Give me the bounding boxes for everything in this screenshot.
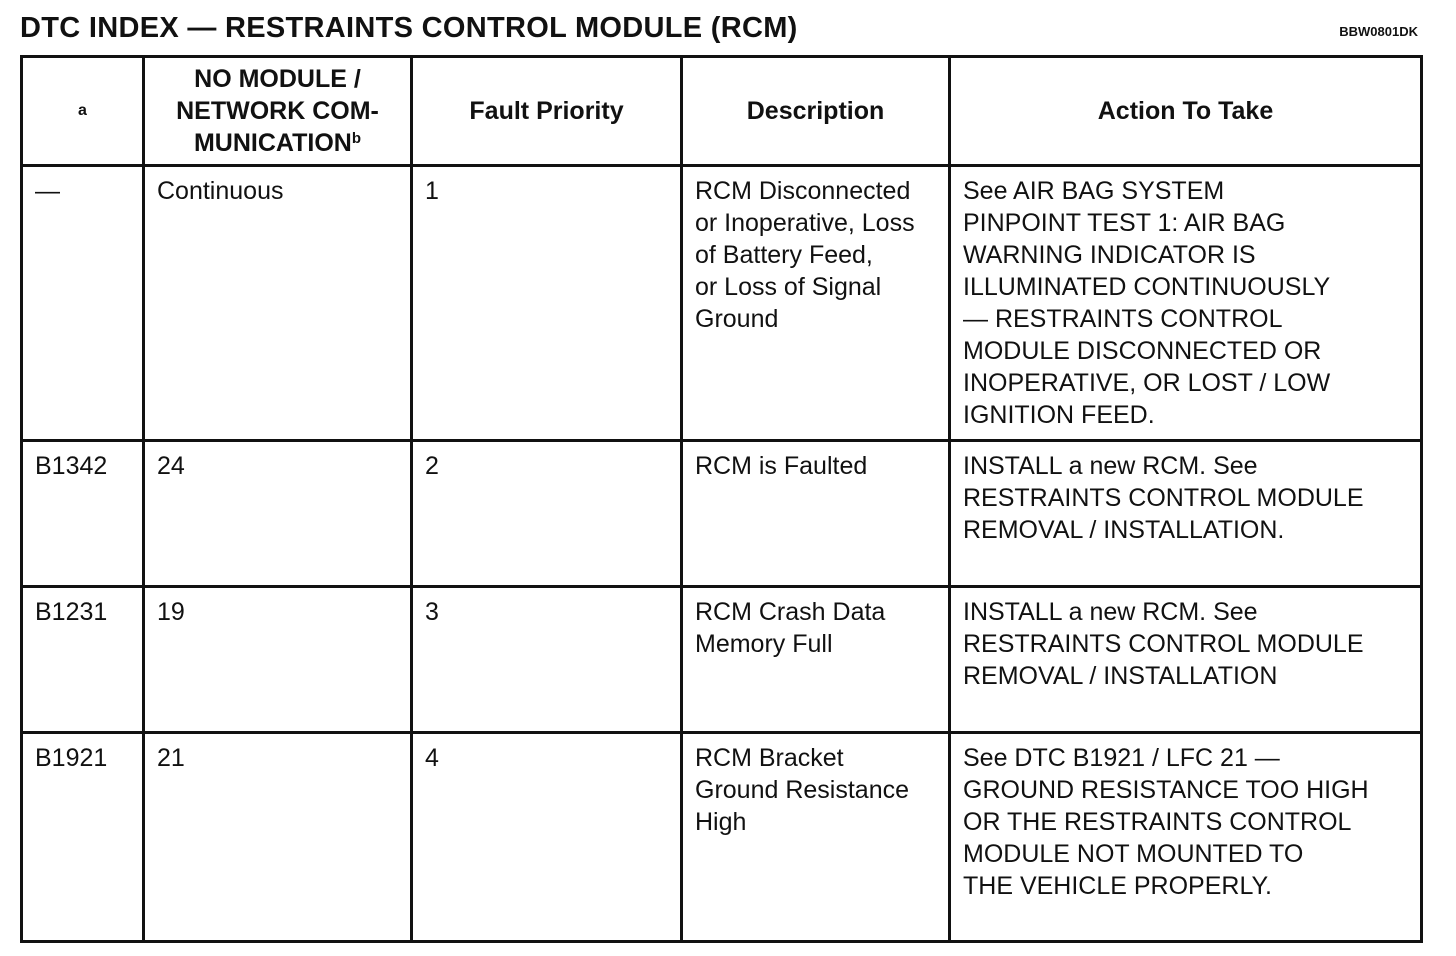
description-cell: RCM is Faulted	[682, 441, 950, 587]
action-cell: INSTALL a new RCM. See RESTRAINTS CONTROL MODULE REMOVAL / INSTALLATION.	[950, 441, 1422, 587]
table-row	[22, 441, 1422, 587]
figure-code: BBW0801DK	[1339, 24, 1418, 39]
column-header-action: Action To Take	[950, 57, 1422, 166]
column-header-communication: NO MODULE / NETWORK COM- MUNICATION$^b$	[144, 57, 412, 166]
column-header-fault-priority: Fault Priority	[412, 57, 682, 166]
communication-cell: 21	[144, 733, 412, 942]
communication-cell: 24	[144, 441, 412, 587]
action-cell: See DTC B1921 / LFC 21 — GROUND RESISTANCE TOO HIGH OR THE RESTRAINTS CONTROL MODULE NOT MOUNTED TO THE VEHICLE PROPERLY.	[950, 733, 1422, 942]
table-header-row	[22, 57, 1422, 166]
description-cell: RCM Bracket Ground Resistance High	[682, 733, 950, 942]
priority-cell: 3	[412, 587, 682, 733]
description-cell: RCM Disconnected or Inoperative, Loss of Battery Feed, or Loss of Signal Ground	[682, 166, 950, 441]
dtc-index-table	[20, 55, 1423, 943]
dtc-cell: B1921	[22, 733, 144, 942]
priority-cell: 1	[412, 166, 682, 441]
communication-cell: 19	[144, 587, 412, 733]
priority-cell: 2	[412, 441, 682, 587]
table-row	[22, 166, 1422, 441]
action-cell: INSTALL a new RCM. See RESTRAINTS CONTROL MODULE REMOVAL / INSTALLATION	[950, 587, 1422, 733]
dtc-cell: B1342	[22, 441, 144, 587]
communication-cell: Continuous	[144, 166, 412, 441]
description-cell: RCM Crash Data Memory Full	[682, 587, 950, 733]
column-header-description: Description	[682, 57, 950, 166]
table-row	[22, 587, 1422, 733]
column-header-a: a	[22, 57, 144, 166]
table-row	[22, 733, 1422, 942]
priority-cell: 4	[412, 733, 682, 942]
page-title: DTC INDEX — RESTRAINTS CONTROL MODULE (RCM)	[20, 12, 798, 44]
document-header	[20, 12, 1420, 52]
action-cell: See AIR BAG SYSTEM PINPOINT TEST 1: AIR BAG WARNING INDICATOR IS ILLUMINATED CONTINUOUSLY — RESTRAINTS CONTROL MODULE DISCONNECTED OR INOPERATIVE, OR LOST / LOW IGNITION FEED.	[950, 166, 1422, 441]
dtc-cell: B1231	[22, 587, 144, 733]
dtc-cell: —	[22, 166, 144, 441]
